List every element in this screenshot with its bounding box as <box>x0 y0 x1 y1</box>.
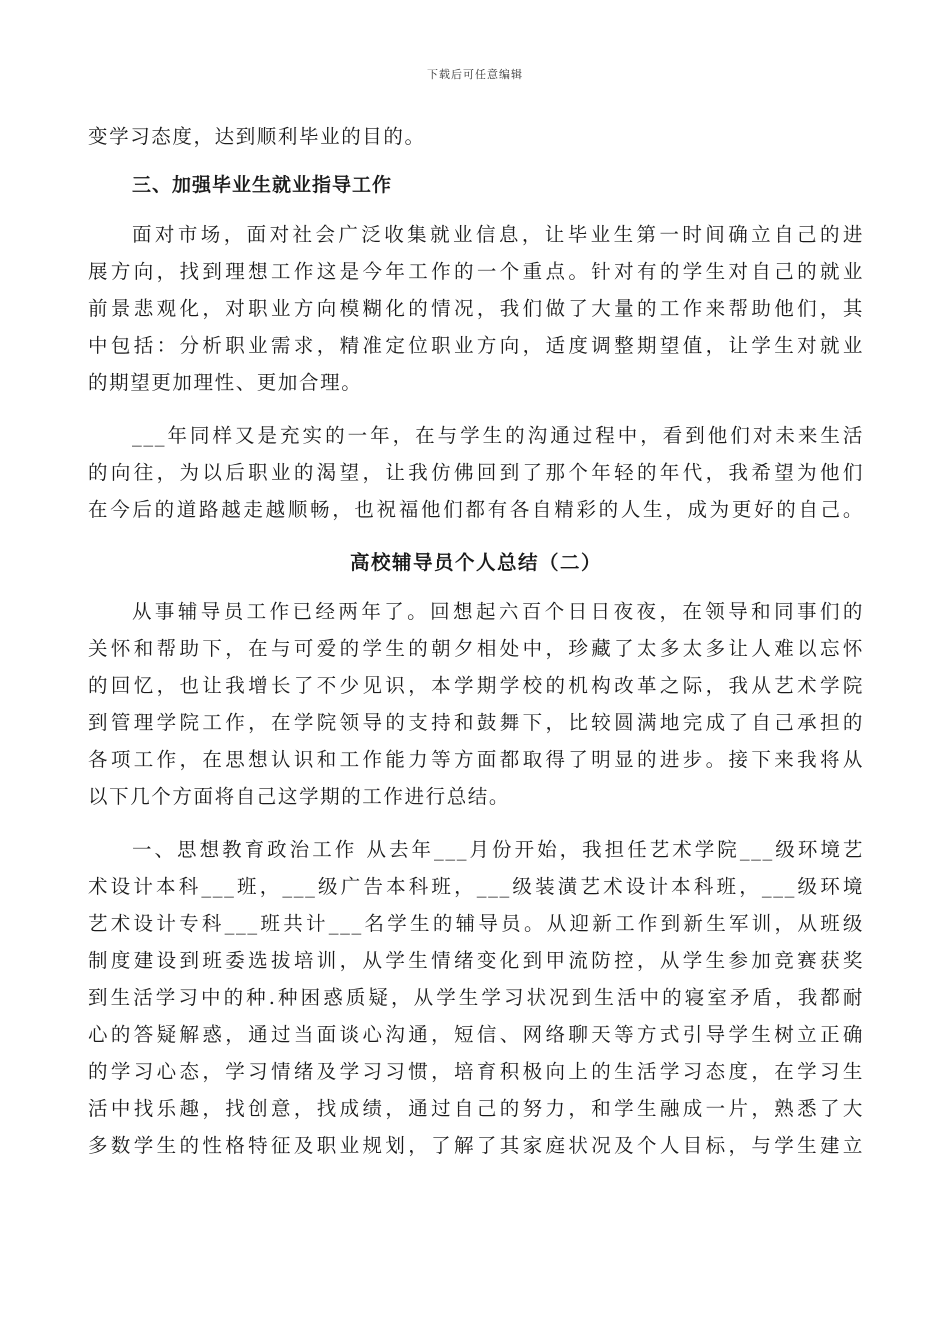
text-line: 的学习心态，学习情绪及学习习惯，培育积极向上的生活学习态度，在学习生 <box>88 1060 864 1083</box>
text-line: 艺术设计专科___班共计___名学生的辅导员。从迎新工作到新生军训，从班级 <box>88 912 864 935</box>
section-heading: 三、加强毕业生就业指导工作 <box>132 174 393 196</box>
text-line: 关怀和帮助下，在与可爱的学生的朝夕相处中，珍藏了太多太多让人难以忘怀 <box>88 637 864 660</box>
text-line: 以下几个方面将自己这学期的工作进行总结。 <box>88 785 511 808</box>
document-title: 高校辅导员个人总结（二） <box>349 551 602 574</box>
header-note: 下载后可任意编辑 <box>427 68 523 81</box>
text-line: 一、思想教育政治工作 从去年___月份开始，我担任艺术学院___级环境艺 <box>132 838 864 861</box>
text-line: 前景悲观化，对职业方向模糊化的情况，我们做了大量的工作来帮助他们，其 <box>88 297 864 320</box>
paragraph <box>88 831 864 1164</box>
text-line: 的回忆，也让我增长了不少见识，本学期学校的机构改革之际，我从艺术学院 <box>88 674 864 697</box>
text-line: ___年同样又是充实的一年，在与学生的沟通过程中，看到他们对未来生活 <box>132 424 864 447</box>
text-line: 多数学生的性格特征及职业规划，了解了其家庭状况及个人目标，与学生建立 <box>88 1134 864 1157</box>
text-line: 活中找乐趣，找创意，找成绩，通过自己的努力，和学生融成一片，熟悉了大 <box>88 1097 864 1120</box>
paragraph <box>88 118 864 155</box>
text-line: 中包括：分析职业需求，精准定位职业方向，适度调整期望值，让学生对就业 <box>88 334 864 357</box>
text-line: 心的答疑解惑，通过当面谈心沟通，短信、网络聊天等方式引导学生树立正确 <box>88 1023 864 1046</box>
text-line: 到生活学习中的种.种困惑质疑，从学生学习状况到生活中的寝室矛盾，我都耐 <box>88 986 864 1009</box>
text-line: 制度建设到班委选拔培训，从学生情绪变化到甲流防控，从学生参加竞赛获奖 <box>88 949 864 972</box>
text-line: 各项工作，在思想认识和工作能力等方面都取得了明显的进步。接下来我将从 <box>88 748 864 771</box>
text-line: 术设计本科___班，___级广告本科班，___级装潢艺术设计本科班，___级环境 <box>88 875 864 898</box>
text-line: 的向往，为以后职业的渴望，让我仿佛回到了那个年轻的年代，我希望为他们 <box>88 461 864 484</box>
document-body <box>88 118 864 1164</box>
text-line: 面对市场，面对社会广泛收集就业信息，让毕业生第一时间确立自己的进 <box>132 223 864 246</box>
paragraph <box>88 417 864 528</box>
text-line: 到管理学院工作，在学院领导的支持和鼓舞下，比较圆满地完成了自己承担的 <box>88 711 864 734</box>
text-line: 展方向，找到理想工作这是今年工作的一个重点。针对有的学生对自己的就业 <box>88 260 864 283</box>
text-line: 的期望更加理性、更加合理。 <box>88 371 363 394</box>
text-line: 变学习态度，达到顺利毕业的目的。 <box>88 125 426 148</box>
paragraph <box>88 216 864 401</box>
text-line: 在今后的道路越走越顺畅，也祝福他们都有各自精彩的人生，成为更好的自己。 <box>88 498 864 521</box>
paragraph <box>88 593 864 815</box>
text-line: 从事辅导员工作已经两年了。回想起六百个日日夜夜，在领导和同事们的 <box>132 600 864 623</box>
